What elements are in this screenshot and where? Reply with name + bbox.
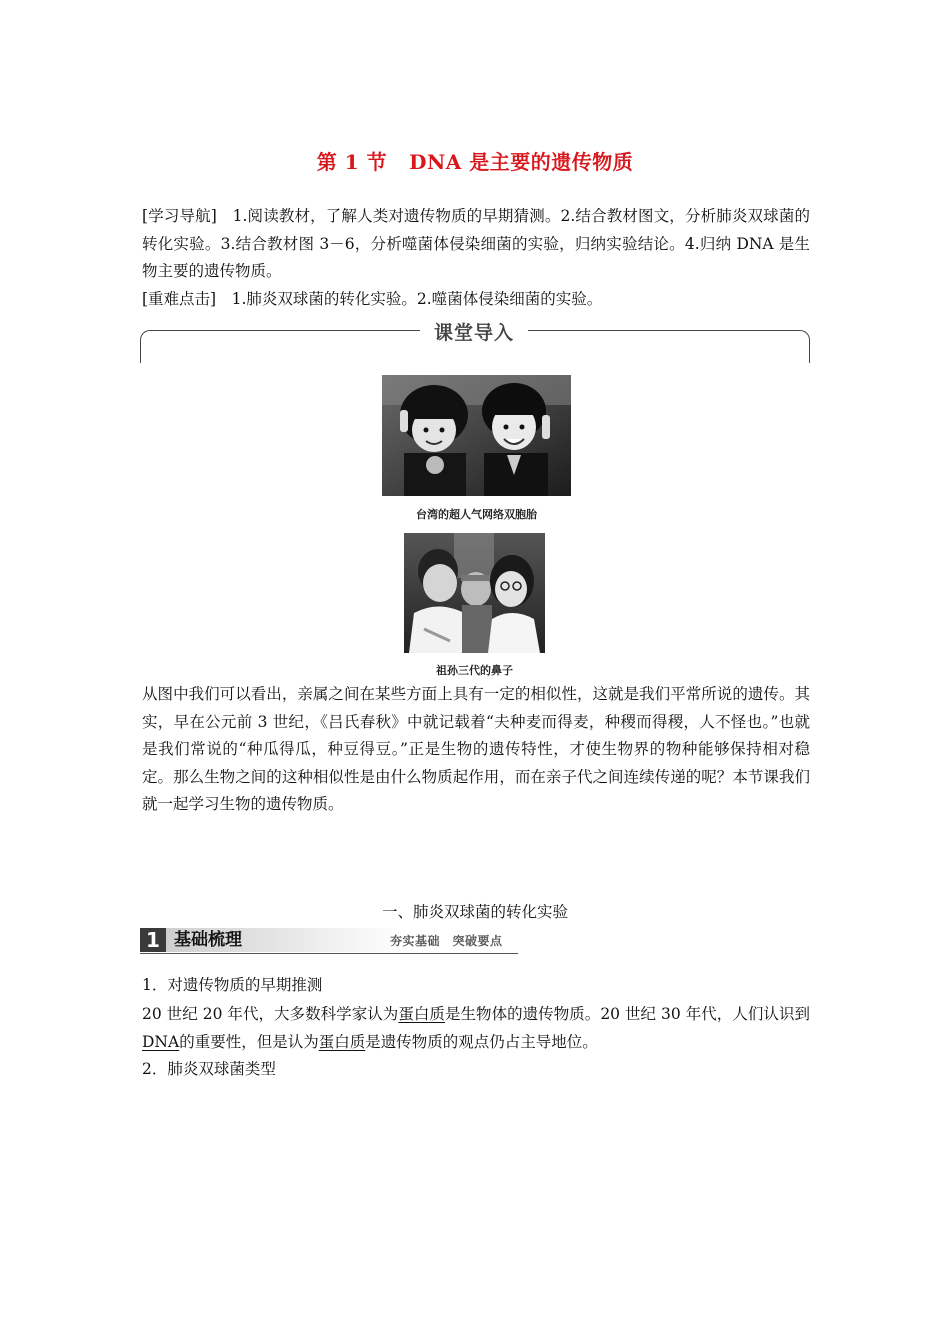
item1-text-4: 是遗传物质的观点仍占主导地位。 [365, 1032, 598, 1051]
basics-banner [140, 928, 520, 956]
item1-text-2: 是生物体的遗传物质。20 世纪 30 年代，人们认识到 [444, 1005, 810, 1023]
page-title [0, 146, 950, 175]
three-generations-photo [404, 533, 545, 653]
learning-guide-text: 1.阅读教材，了解人类对遗传物质的早期猜测。2.结合教材图文，分析肺炎双球菌的转化实验。3.结合教材图 3－6，分析噬菌体侵染细菌的实验，归纳实验结论。4.归纳 DNA 是生物主要的遗传物质。 [142, 207, 810, 280]
banner-slogan: 夯实基础 突破要点 [390, 934, 503, 948]
banner-label-box [166, 928, 406, 952]
item1-text-3: 的重要性，但是认为 [179, 1032, 319, 1051]
three-generations-photo-image [404, 533, 545, 653]
twins-photo-image [382, 375, 571, 496]
item1-answer-protein-2: 蛋白质 [318, 1032, 366, 1051]
item1-answer-protein-1: 蛋白质 [398, 1005, 445, 1023]
section-label: 课堂导入 [420, 318, 528, 345]
twins-photo [382, 375, 571, 496]
item2-heading: 2．肺炎双球菌类型 [142, 1060, 276, 1078]
item1-body [142, 1001, 810, 1056]
section-subheading: 一、肺炎双球菌的转化实验 [381, 903, 568, 921]
class-intro-section [140, 322, 810, 364]
key-points [142, 286, 810, 314]
twins-photo-caption: 台湾的超人气网络双胞胎 [416, 508, 537, 521]
learning-guide [142, 203, 810, 286]
intro-paragraph: 从图中我们可以看出，亲属之间在某些方面上具有一定的相似性，这就是我们平常所说的遗传。其实，早在公元前 3 世纪，《吕氏春秋》中就记载着“夫种麦而得麦，种稷而得稷，人不怪也。”也就是我们常说的“种瓜得瓜，种豆得豆。”正是生物的遗传特性，才使生物界的物种能够保持相对稳定。那么生物之间的这种相似性是由什么物质起作用，而在亲子代之间连续传递的呢？本节课我们就一起学习生物的遗传物质。 [142, 685, 810, 813]
learning-guide-tag: [学习导航] [142, 207, 217, 225]
item1-answer-dna: DNA [142, 1032, 180, 1051]
item1-heading: 1．对遗传物质的早期推测 [142, 976, 323, 994]
three-generations-photo-caption: 祖孙三代的鼻子 [436, 664, 513, 677]
item1-text-1: 20 世纪 20 年代，大多数科学家认为 [142, 1005, 399, 1023]
banner-underline [140, 953, 518, 954]
key-points-text: 1.肺炎双球菌的转化实验。2.噬菌体侵染细菌的实验。 [216, 290, 603, 308]
key-points-tag: [重难点击] [142, 290, 217, 308]
title-section-number: 第 1 节 [316, 150, 388, 174]
banner-label: 基础梳理 [174, 930, 242, 950]
banner-number: 1 [140, 928, 166, 952]
title-text: DNA 是主要的遗传物质 [409, 150, 634, 174]
